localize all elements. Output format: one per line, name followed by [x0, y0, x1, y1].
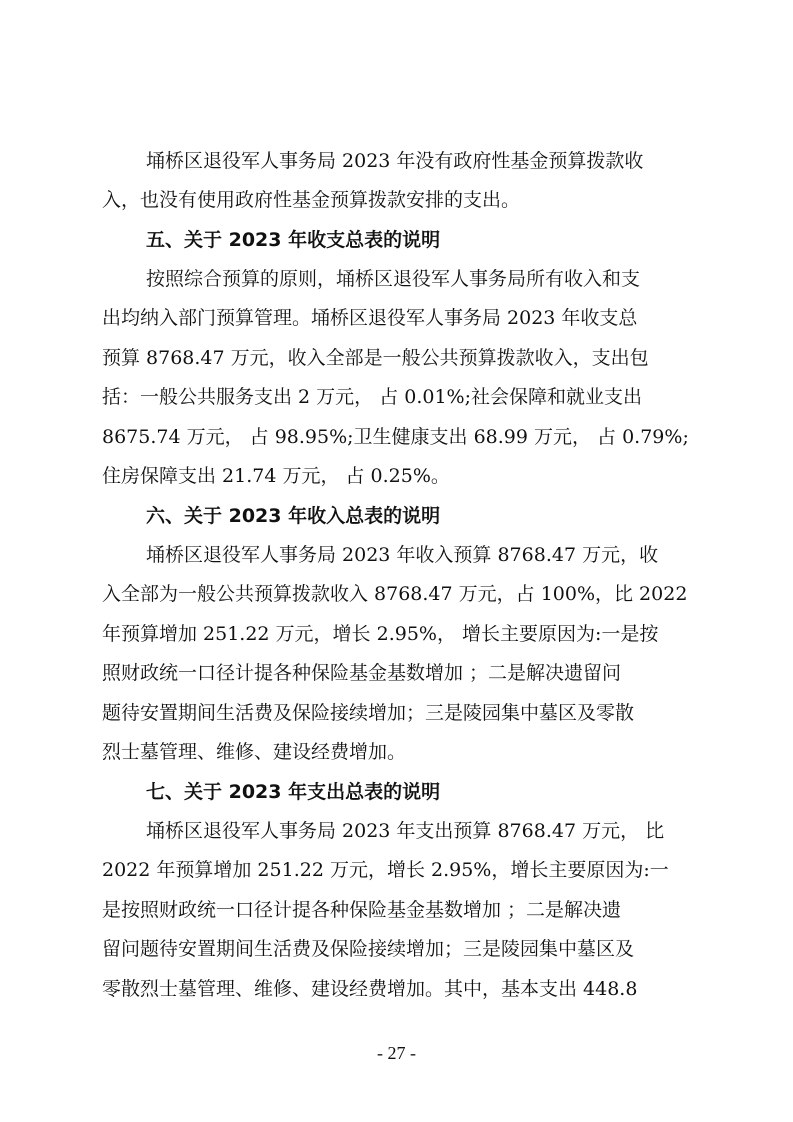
text-line: 住房保障支出 21.74 万元， 占 0.25%。 — [102, 465, 450, 487]
text-line: 埇桥区退役军人事务局 2023 年收入预算 8768.47 万元，收 — [146, 544, 659, 566]
text-line: 括：一般公共服务支出 2 万元， 占 0.01%;社会保障和就业支出 — [102, 386, 643, 408]
text-line: 2022 年预算增加 251.22 万元，增长 2.95%，增长主要原因为:一 — [102, 859, 669, 881]
text-line: 出均纳入部门预算管理。埇桥区退役军人事务局 2023 年收支总 — [102, 307, 638, 329]
text-line: 留问题待安置期间生活费及保险接续增加；三是陵园集中墓区及 — [102, 938, 635, 960]
text-line: 入，也没有使用政府性基金预算拨款安排的支出。 — [102, 189, 521, 211]
text-line: 预算 8768.47 万元，收入全部是一般公共预算拨款收入，支出包 — [102, 347, 649, 369]
section-heading-6: 六、关于 2023 年收入总表的说明 — [146, 505, 441, 527]
text-line: 年预算增加 251.22 万元，增长 2.95%， 增长主要原因为:一是按 — [102, 623, 659, 645]
text-line: 烈士墓管理、维修、建设经费增加。 — [102, 741, 407, 763]
page-number: - 27 - — [377, 1043, 416, 1063]
text-line: 照财政统一口径计提各种保险基金基数增加 ；二是解决遗留问 — [102, 662, 622, 684]
text-line: 入全部为一般公共预算拨款收入 8768.47 万元，占 100%，比 2022 — [102, 583, 688, 605]
text-line: 埇桥区退役军人事务局 2023 年支出预算 8768.47 万元， 比 — [146, 820, 665, 842]
section-heading-7: 七、关于 2023 年支出总表的说明 — [146, 781, 441, 803]
text-line: 题待安置期间生活费及保险接续增加；三是陵园集中墓区及零散 — [102, 702, 635, 724]
text-line: 埇桥区退役军人事务局 2023 年没有政府性基金预算拨款收 — [146, 150, 644, 172]
section-heading-5: 五、关于 2023 年收支总表的说明 — [146, 229, 441, 251]
text-line: 8675.74 万元， 占 98.95%;卫生健康支出 68.99 万元， 占 0.79%; — [102, 426, 689, 448]
text-line: 零散烈士墓管理、维修、建设经费增加。其中，基本支出 448.8 — [102, 978, 638, 1000]
text-line: 是按照财政统一口径计提各种保险基金基数增加 ；二是解决遗 — [102, 899, 622, 921]
text-line: 按照综合预算的原则，埇桥区退役军人事务局所有收入和支 — [146, 268, 641, 290]
